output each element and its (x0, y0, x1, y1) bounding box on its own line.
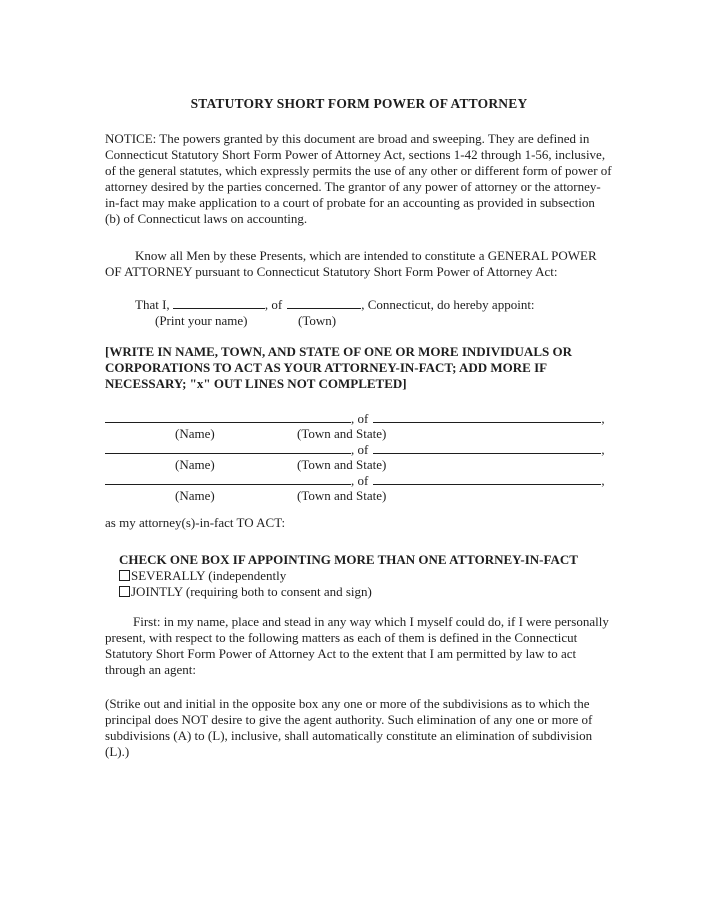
jointly-option-label: JOINTLY (requiring both to consent and sign) (131, 584, 372, 599)
town-and-state-label: (Town and State) (297, 426, 387, 441)
principal-town-blank[interactable] (287, 296, 361, 309)
print-your-name-hint: (Print your name) (155, 313, 248, 328)
town-hint: (Town) (298, 313, 337, 328)
first-paragraph: First: in my name, place and stead in any way which I myself could do, if I were personally present, with respect to the following matters as each of them is defined in the Connecticut Statutory Short Form Power of Attorney Act to the extent that I am permitted by law to act through an agent: (105, 614, 609, 677)
attorney-row-3-of-label: , of (351, 473, 369, 488)
page-title: STATUTORY SHORT FORM POWER OF ATTORNEY (190, 96, 528, 111)
town-and-state-label: (Town and State) (297, 457, 387, 472)
attorney-name-blank-2[interactable] (105, 441, 351, 454)
attorney-rows (105, 410, 613, 503)
attorney-row-2-of-label: , of (351, 442, 369, 457)
notice-paragraph: NOTICE: The powers granted by this document are broad and sweeping. They are defined in Connecticut Statutory Short Form Power of Attorney Act, sections 1-42 through 1-56, inclusive, of the general statutes, which expressly permits the use of any other or different form of power of attorney desired by the parties concerned. The grantor of any power of attorney or the attorney-in-fact may make application to a court of probate for an accounting as provided in subsection (b) of Connecticut laws on accounting. (105, 131, 612, 226)
town-and-state-label: (Town and State) (297, 488, 387, 503)
attorney-row-2-line (105, 441, 613, 457)
attorney-row-3-comma: , (601, 473, 605, 488)
check-section (105, 552, 613, 600)
attorney-town-state-blank-2[interactable] (373, 441, 601, 454)
attorney-name-blank-3[interactable] (105, 472, 351, 485)
principal-name-blank[interactable] (173, 296, 265, 309)
attorney-name-blank-1[interactable] (105, 410, 351, 423)
appoint-line (105, 296, 613, 313)
attorney-town-state-blank-3[interactable] (373, 472, 601, 485)
attorney-row-1-line (105, 410, 613, 426)
write-in-instruction: [WRITE IN NAME, TOWN, AND STATE OF ONE OR MORE INDIVIDUALS OR CORPORATIONS TO ACT AS YOUR ATTORNEY-IN-FACT; ADD MORE IF NECESSARY; "x" OUT LINES NOT COMPLETED] (105, 344, 572, 391)
check-section-heading: CHECK ONE BOX IF APPOINTING MORE THAN ONE ATTORNEY-IN-FACT (119, 552, 578, 567)
intro-paragraph: Know all Men by these Presents, which are intended to constitute a GENERAL POWER OF ATTORNEY pursuant to Connecticut Statutory Short Form Power of Attorney Act: (105, 248, 597, 279)
attorney-row-3-line (105, 472, 613, 488)
attorney-town-state-blank-1[interactable] (373, 410, 601, 423)
appoint-of-label: , of (264, 297, 283, 312)
severally-option[interactable] (119, 568, 613, 584)
name-label: (Name) (175, 457, 215, 472)
strike-out-paragraph: (Strike out and initial in the opposite box any one or more of the subdivisions as to which the principal does NOT desire to give the agent authority. Such elimination of any one or more of subdivisions (A) to (L), inclusive, shall automatically constitute an elimination of subdivision (L).) (105, 696, 593, 759)
attorney-row-2-comma: , (601, 442, 605, 457)
attorney-row-2-labels (105, 457, 613, 472)
act-line: as my attorney(s)-in-fact TO ACT: (105, 515, 286, 530)
appoint-hints-row (105, 313, 613, 329)
jointly-checkbox[interactable] (119, 586, 130, 597)
attorney-row-1-labels (105, 426, 613, 441)
name-label: (Name) (175, 426, 215, 441)
attorney-row-1-comma: , (601, 411, 605, 426)
severally-option-label: SEVERALLY (independently (131, 568, 287, 583)
appoint-suffix: , Connecticut, do hereby appoint: (361, 297, 535, 312)
attorney-row-1-of-label: , of (351, 411, 369, 426)
name-label: (Name) (175, 488, 215, 503)
attorney-row-3-labels (105, 488, 613, 503)
page-content (105, 96, 613, 760)
appoint-prefix: That I, (135, 297, 170, 312)
jointly-option[interactable] (119, 584, 613, 600)
severally-checkbox[interactable] (119, 570, 130, 581)
